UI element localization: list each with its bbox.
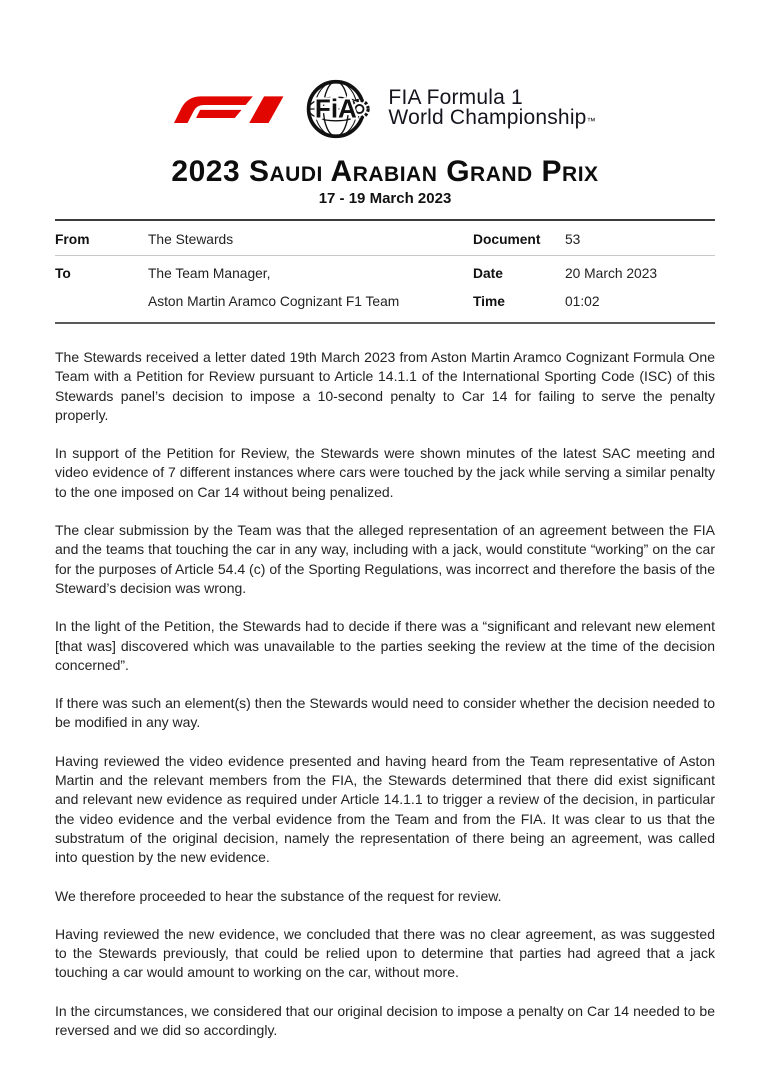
fia-logo-text: FiA xyxy=(315,93,358,124)
event-dates: 17 - 19 March 2023 xyxy=(318,190,452,207)
brand-line-2: World Championship™ xyxy=(388,105,596,129)
to-label: To xyxy=(55,266,71,281)
to-value-line2: Aston Martin Aramco Cognizant F1 Team xyxy=(148,294,400,309)
time-label: Time xyxy=(473,294,505,309)
header-logos xyxy=(55,76,715,142)
from-label: From xyxy=(55,232,90,247)
paragraph-8: Having reviewed the new evidence, we concluded that there was no clear agreement, as was suggested to the Stewards previously, that could be relied upon to determine that parties had agreed that a jack touching a car would amount to working on the car, without more. xyxy=(55,925,715,981)
fia-logo-icon xyxy=(306,78,372,140)
brand-line-1: FIA Formula 1 xyxy=(388,85,523,109)
paragraph-6: Having reviewed the video evidence presented and having heard from the Team representative of Aston Martin and the relevant members from the FIA, the Stewards determined that there did exist significant and relevant new evidence as required under Article 14.1.1 to trigger a review of the decision, in particular the video evidence and the verbal evidence from the Team and from the FIA. It was clear to us that the substratum of the original decision, namely the representation of there being an agreement, was called into question by the new evidence. xyxy=(55,752,715,866)
document-number: 53 xyxy=(565,232,581,247)
meta-row-to xyxy=(55,256,715,322)
date-value: 20 March 2023 xyxy=(565,266,658,281)
paragraph-2: In support of the Petition for Review, the Stewards were shown minutes of the latest SAC meeting and video evidence of 7 different instances where cars were touched by the jack while serving a similar penalty to the one imposed on Car 14 without being penalized. xyxy=(55,445,715,500)
time-value: 01:02 xyxy=(565,294,600,309)
document-meta-table xyxy=(55,219,715,324)
paragraph-3: The clear submission by the Team was that the alleged representation of an agreement between the FIA and the teams that touching the car in any way, including with a jack, would constitute “working” on the car for the purposes of Article 54.4 (c) of the Sporting Regulations, was incorrect and therefore the basis of the Steward’s decision was wrong. xyxy=(55,522,715,596)
date-label: Date xyxy=(473,266,503,281)
page-title: 2023 Saudi Arabian Grand Prix xyxy=(171,155,599,188)
from-value: The Stewards xyxy=(148,232,234,247)
brand-wordmark xyxy=(388,85,596,131)
meta-row-from xyxy=(55,221,715,256)
paragraph-9: In the circumstances, we considered that our original decision to impose a penalty on Car 14 needed to be reversed and we did so accordingly. xyxy=(55,1002,715,1039)
f1-logo-icon xyxy=(174,89,292,129)
paragraph-5: If there was such an element(s) then the Stewards would need to consider whether the decision needed to be modified in any way. xyxy=(55,695,715,731)
paragraph-7: We therefore proceeded to hear the substance of the request for review. xyxy=(55,887,502,904)
paragraph-1: The Stewards received a letter dated 19th March 2023 from Aston Martin Aramco Cognizant Formula One Team with a Petition for Review pursuant to Article 14.1.1 of the International Sporting Code (ISC) of this Stewards panel’s decision to impose a 10-second penalty to Car 14 for failing to serve the penalty properly. xyxy=(55,349,715,423)
to-value-line1: The Team Manager, xyxy=(148,266,271,281)
document-label: Document xyxy=(473,232,541,247)
document-body xyxy=(55,348,715,1040)
paragraph-4: In the light of the Petition, the Stewards had to decide if there was a “significant and relevant new element [that was] discovered which was unavailable to the parties seeking the review at the time of the decision concerned”. xyxy=(55,618,715,673)
trademark-symbol: ™ xyxy=(586,115,596,126)
